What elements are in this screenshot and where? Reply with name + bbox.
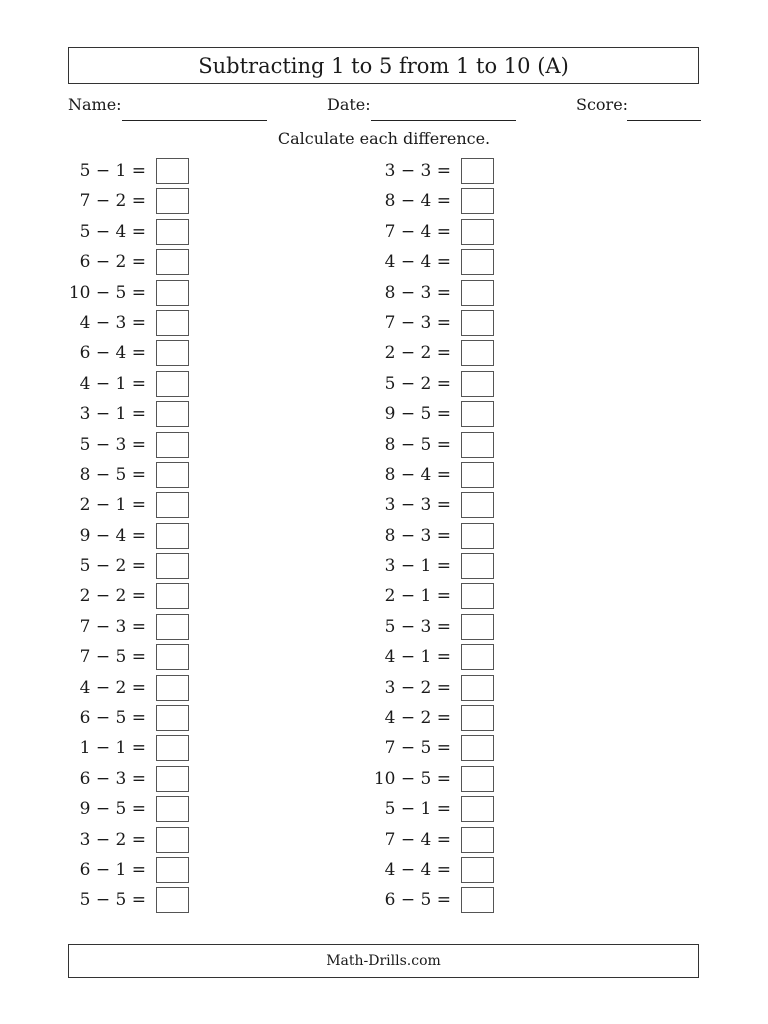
answer-box[interactable] [156, 857, 189, 883]
instructions: Calculate each difference. [277, 129, 491, 148]
answer-box[interactable] [156, 735, 189, 761]
answer-box[interactable] [461, 553, 494, 579]
answer-box[interactable] [156, 614, 189, 640]
answer-box[interactable] [461, 614, 494, 640]
problem-expression: 7 − 3 = [79, 616, 146, 637]
answer-box[interactable] [156, 158, 189, 184]
answer-box[interactable] [156, 492, 189, 518]
problem-expression: 5 − 3 = [79, 434, 146, 455]
problem-expression: 7 − 5 = [384, 738, 451, 759]
problem-expression: 4 − 1 = [79, 373, 146, 394]
answer-box[interactable] [461, 492, 494, 518]
problem-expression: 6 − 5 = [384, 890, 451, 911]
problem-expression: 1 − 1 = [79, 738, 146, 759]
problem-expression: 3 − 2 = [79, 829, 146, 850]
answer-box[interactable] [461, 188, 494, 214]
problem-expression: 5 − 3 = [384, 616, 451, 637]
answer-box[interactable] [156, 553, 189, 579]
answer-box[interactable] [156, 432, 189, 458]
answer-box[interactable] [156, 249, 189, 275]
problem-expression: 8 − 5 = [384, 434, 451, 455]
answer-box[interactable] [461, 644, 494, 670]
worksheet-title [68, 47, 699, 84]
problem-expression: 3 − 1 = [79, 404, 146, 425]
problem-expression: 9 − 4 = [79, 525, 146, 546]
answer-box[interactable] [156, 644, 189, 670]
answer-box[interactable] [156, 219, 189, 245]
problem-expression: 2 − 2 = [79, 586, 146, 607]
name-field[interactable] [122, 120, 267, 121]
answer-box[interactable] [461, 432, 494, 458]
answer-box[interactable] [461, 371, 494, 397]
problem-expression: 8 − 4 = [384, 191, 451, 212]
problem-expression: 6 − 2 = [79, 252, 146, 273]
answer-box[interactable] [156, 827, 189, 853]
problem-expression: 6 − 3 = [79, 768, 146, 789]
problem-expression: 6 − 4 = [79, 343, 146, 364]
answer-box[interactable] [461, 583, 494, 609]
problem-expression: 10 − 5 = [68, 282, 146, 303]
problem-expression: 4 − 1 = [384, 647, 451, 668]
problem-expression: 4 − 2 = [79, 677, 146, 698]
answer-box[interactable] [156, 675, 189, 701]
problem-expression: 8 − 3 = [384, 282, 451, 303]
footer-text: Math-Drills.com [326, 953, 441, 969]
score-field[interactable] [627, 120, 701, 121]
answer-box[interactable] [156, 523, 189, 549]
problem-expression: 3 − 2 = [384, 677, 451, 698]
answer-box[interactable] [461, 310, 494, 336]
answer-box[interactable] [461, 280, 494, 306]
answer-box[interactable] [156, 340, 189, 366]
answer-box[interactable] [461, 887, 494, 913]
problem-expression: 3 − 3 = [384, 495, 451, 516]
answer-box[interactable] [461, 675, 494, 701]
answer-box[interactable] [156, 766, 189, 792]
problem-expression: 2 − 1 = [384, 586, 451, 607]
title-text: Subtracting 1 to 5 from 1 to 10 (A) [198, 53, 569, 78]
answer-box[interactable] [156, 371, 189, 397]
problem-expression: 5 − 2 = [79, 556, 146, 577]
answer-box[interactable] [156, 583, 189, 609]
answer-box[interactable] [461, 857, 494, 883]
problem-expression: 4 − 4 = [384, 859, 451, 880]
problem-expression: 3 − 3 = [384, 161, 451, 181]
problem-expression: 9 − 5 = [79, 799, 146, 820]
problem-expression: 4 − 2 = [384, 708, 451, 729]
problem-expression: 6 − 1 = [79, 859, 146, 880]
answer-box[interactable] [156, 796, 189, 822]
problem-expression: 5 − 2 = [384, 373, 451, 394]
answer-box[interactable] [461, 340, 494, 366]
problem-expression: 4 − 3 = [79, 312, 146, 333]
problem-expression: 8 − 5 = [79, 464, 146, 485]
problem-expression: 5 − 1 = [79, 161, 146, 181]
answer-box[interactable] [461, 523, 494, 549]
problem-expression: 8 − 4 = [384, 464, 451, 485]
answer-box[interactable] [461, 249, 494, 275]
date-field[interactable] [371, 120, 516, 121]
answer-box[interactable] [156, 188, 189, 214]
problem-expression: 7 − 2 = [79, 191, 146, 212]
problem-expression: 5 − 4 = [79, 221, 146, 242]
answer-box[interactable] [461, 705, 494, 731]
answer-box[interactable] [461, 158, 494, 184]
answer-box[interactable] [461, 796, 494, 822]
problem-expression: 3 − 1 = [384, 556, 451, 577]
problem-expression: 6 − 5 = [79, 708, 146, 729]
answer-box[interactable] [156, 280, 189, 306]
answer-box[interactable] [461, 462, 494, 488]
problem-expression: 7 − 3 = [384, 312, 451, 333]
problem-expression: 5 − 5 = [79, 890, 146, 911]
answer-box[interactable] [156, 462, 189, 488]
problem-expression: 7 − 4 = [384, 829, 451, 850]
problem-expression: 5 − 1 = [384, 799, 451, 820]
answer-box[interactable] [461, 827, 494, 853]
problem-expression: 8 − 3 = [384, 525, 451, 546]
problem-expression: 7 − 4 = [384, 221, 451, 242]
answer-box[interactable] [156, 887, 189, 913]
answer-box[interactable] [156, 310, 189, 336]
score-label: Score: [576, 95, 629, 114]
name-label: Name: [68, 95, 122, 114]
answer-box[interactable] [156, 401, 189, 427]
answer-box[interactable] [461, 735, 494, 761]
footer [68, 944, 699, 978]
problem-expression: 10 − 5 = [373, 768, 451, 789]
answer-box[interactable] [156, 705, 189, 731]
problem-expression: 4 − 4 = [384, 252, 451, 273]
date-label: Date: [327, 95, 371, 114]
problem-expression: 7 − 5 = [79, 647, 146, 668]
answer-box[interactable] [461, 219, 494, 245]
problem-expression: 2 − 1 = [79, 495, 146, 516]
problem-expression: 2 − 2 = [384, 343, 451, 364]
answer-box[interactable] [461, 401, 494, 427]
problem-expression: 9 − 5 = [384, 404, 451, 425]
answer-box[interactable] [461, 766, 494, 792]
